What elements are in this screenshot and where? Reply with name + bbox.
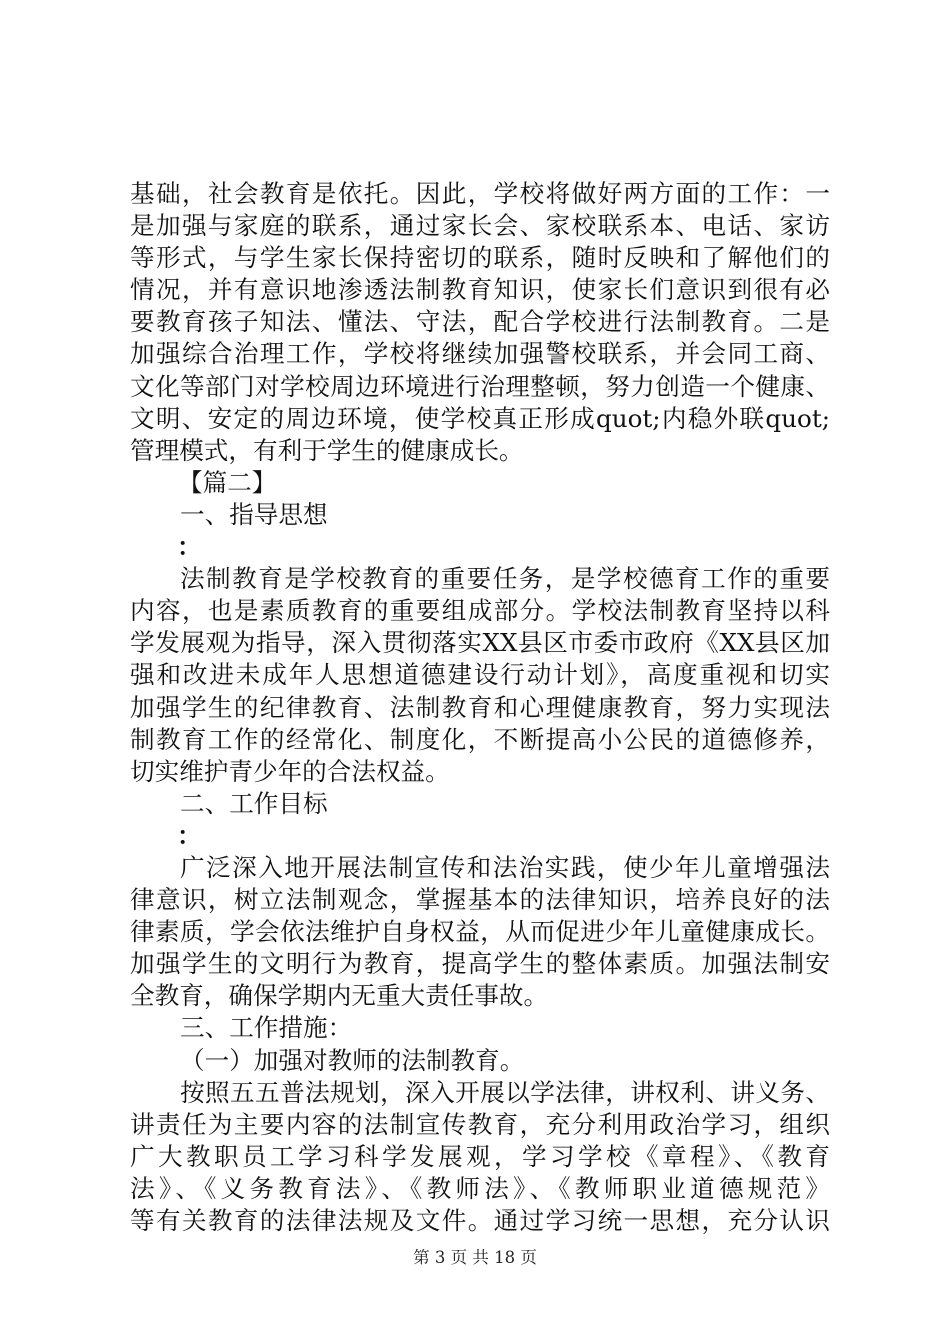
paragraph-line: 学发展观为指导，深入贯彻落实XX县区市委市政府《XX县区加 [130, 628, 830, 658]
paragraph-line: 全教育，确保学期内无重大责任事故。 [130, 981, 549, 1011]
paragraph-line: 讲责任为主要内容的法制宣传教育，充分利用政治学习，组织 [130, 1109, 830, 1139]
colon-marker: ： [177, 820, 202, 850]
paragraph-line: 文明、安定的周边环境，使学校真正形成quot;内稳外联quot; [130, 403, 830, 433]
page-footer [0, 1244, 950, 1268]
paragraph-line: 加强综合治理工作，学校将继续加强警校联系，并会同工商、 [130, 339, 830, 369]
paragraph-line: 文化等部门对学校周边环境进行治理整顿，努力创造一个健康、 [130, 371, 830, 401]
paragraph-line: 是加强与家庭的联系，通过家长会、家校联系本、电话、家访 [130, 211, 830, 241]
paragraph-line: 广泛深入地开展法制宣传和法治实践，使少年儿童增强法 [180, 852, 830, 882]
paragraph-line: 强和改进未成年人思想道德建设行动计划》，高度重视和切实 [130, 660, 830, 690]
paragraph-line: 加强学生的纪律教育、法制教育和心理健康教育，努力实现法 [130, 692, 830, 722]
section-title: 【篇二】 [178, 467, 277, 497]
paragraph-line: 切实维护青少年的合法权益。 [130, 756, 450, 786]
paragraph-line: 等有关教育的法律法规及文件。通过学习统一思想，充分认识 [130, 1206, 830, 1235]
paragraph-line: 等形式，与学生家长保持密切的联系，随时反映和了解他们的 [130, 243, 830, 273]
paragraph-line: 制教育工作的经常化、制度化，不断提高小公民的道德修养， [130, 724, 830, 754]
heading-work-measures: 三、工作措施： [180, 1013, 353, 1043]
paragraph-line: 律素质，学会依法维护自身权益，从而促进少年儿童健康成长。 [130, 917, 830, 947]
paragraph-line: 法》、《义务教育法》、《教师法》、《教师职业道德规范》 [130, 1173, 830, 1203]
heading-work-goals: 二、工作目标 [180, 788, 328, 818]
paragraph-line: 管理模式，有利于学生的健康成长。 [130, 435, 524, 465]
document-body [130, 178, 830, 1237]
paragraph-line: 律意识，树立法制观念，掌握基本的法律知识，培养良好的法 [130, 885, 830, 915]
paragraph-line: 广大教职员工学习科学发展观，学习学校《章程》、《教育 [130, 1141, 830, 1171]
paragraph-line: 要教育孩子知法、懂法、守法，配合学校进行法制教育。二是 [130, 307, 830, 337]
heading-guiding-ideology: 一、指导思想 [180, 499, 328, 529]
paragraph-line: 加强学生的文明行为教育，提高学生的整体素质。加强法制安 [130, 949, 830, 979]
paragraph-line: 情况，并有意识地渗透法制教育知识，使家长们意识到很有必 [130, 275, 830, 305]
subheading-teacher-education: （一）加强对教师的法制教育。 [180, 1045, 525, 1075]
paragraph-line: 内容，也是素质教育的重要组成部分。学校法制教育坚持以科 [130, 596, 830, 626]
page-number-indicator: 第 3 页 共 18 页 [413, 1248, 537, 1267]
paragraph-line: 基础，社会教育是依托。因此，学校将做好两方面的工作：一 [130, 179, 830, 208]
paragraph-line: 法制教育是学校教育的重要任务，是学校德育工作的重要 [180, 564, 830, 594]
paragraph-line: 按照五五普法规划，深入开展以学法律，讲权利、讲义务、 [180, 1077, 830, 1107]
colon-marker: ： [177, 532, 202, 562]
